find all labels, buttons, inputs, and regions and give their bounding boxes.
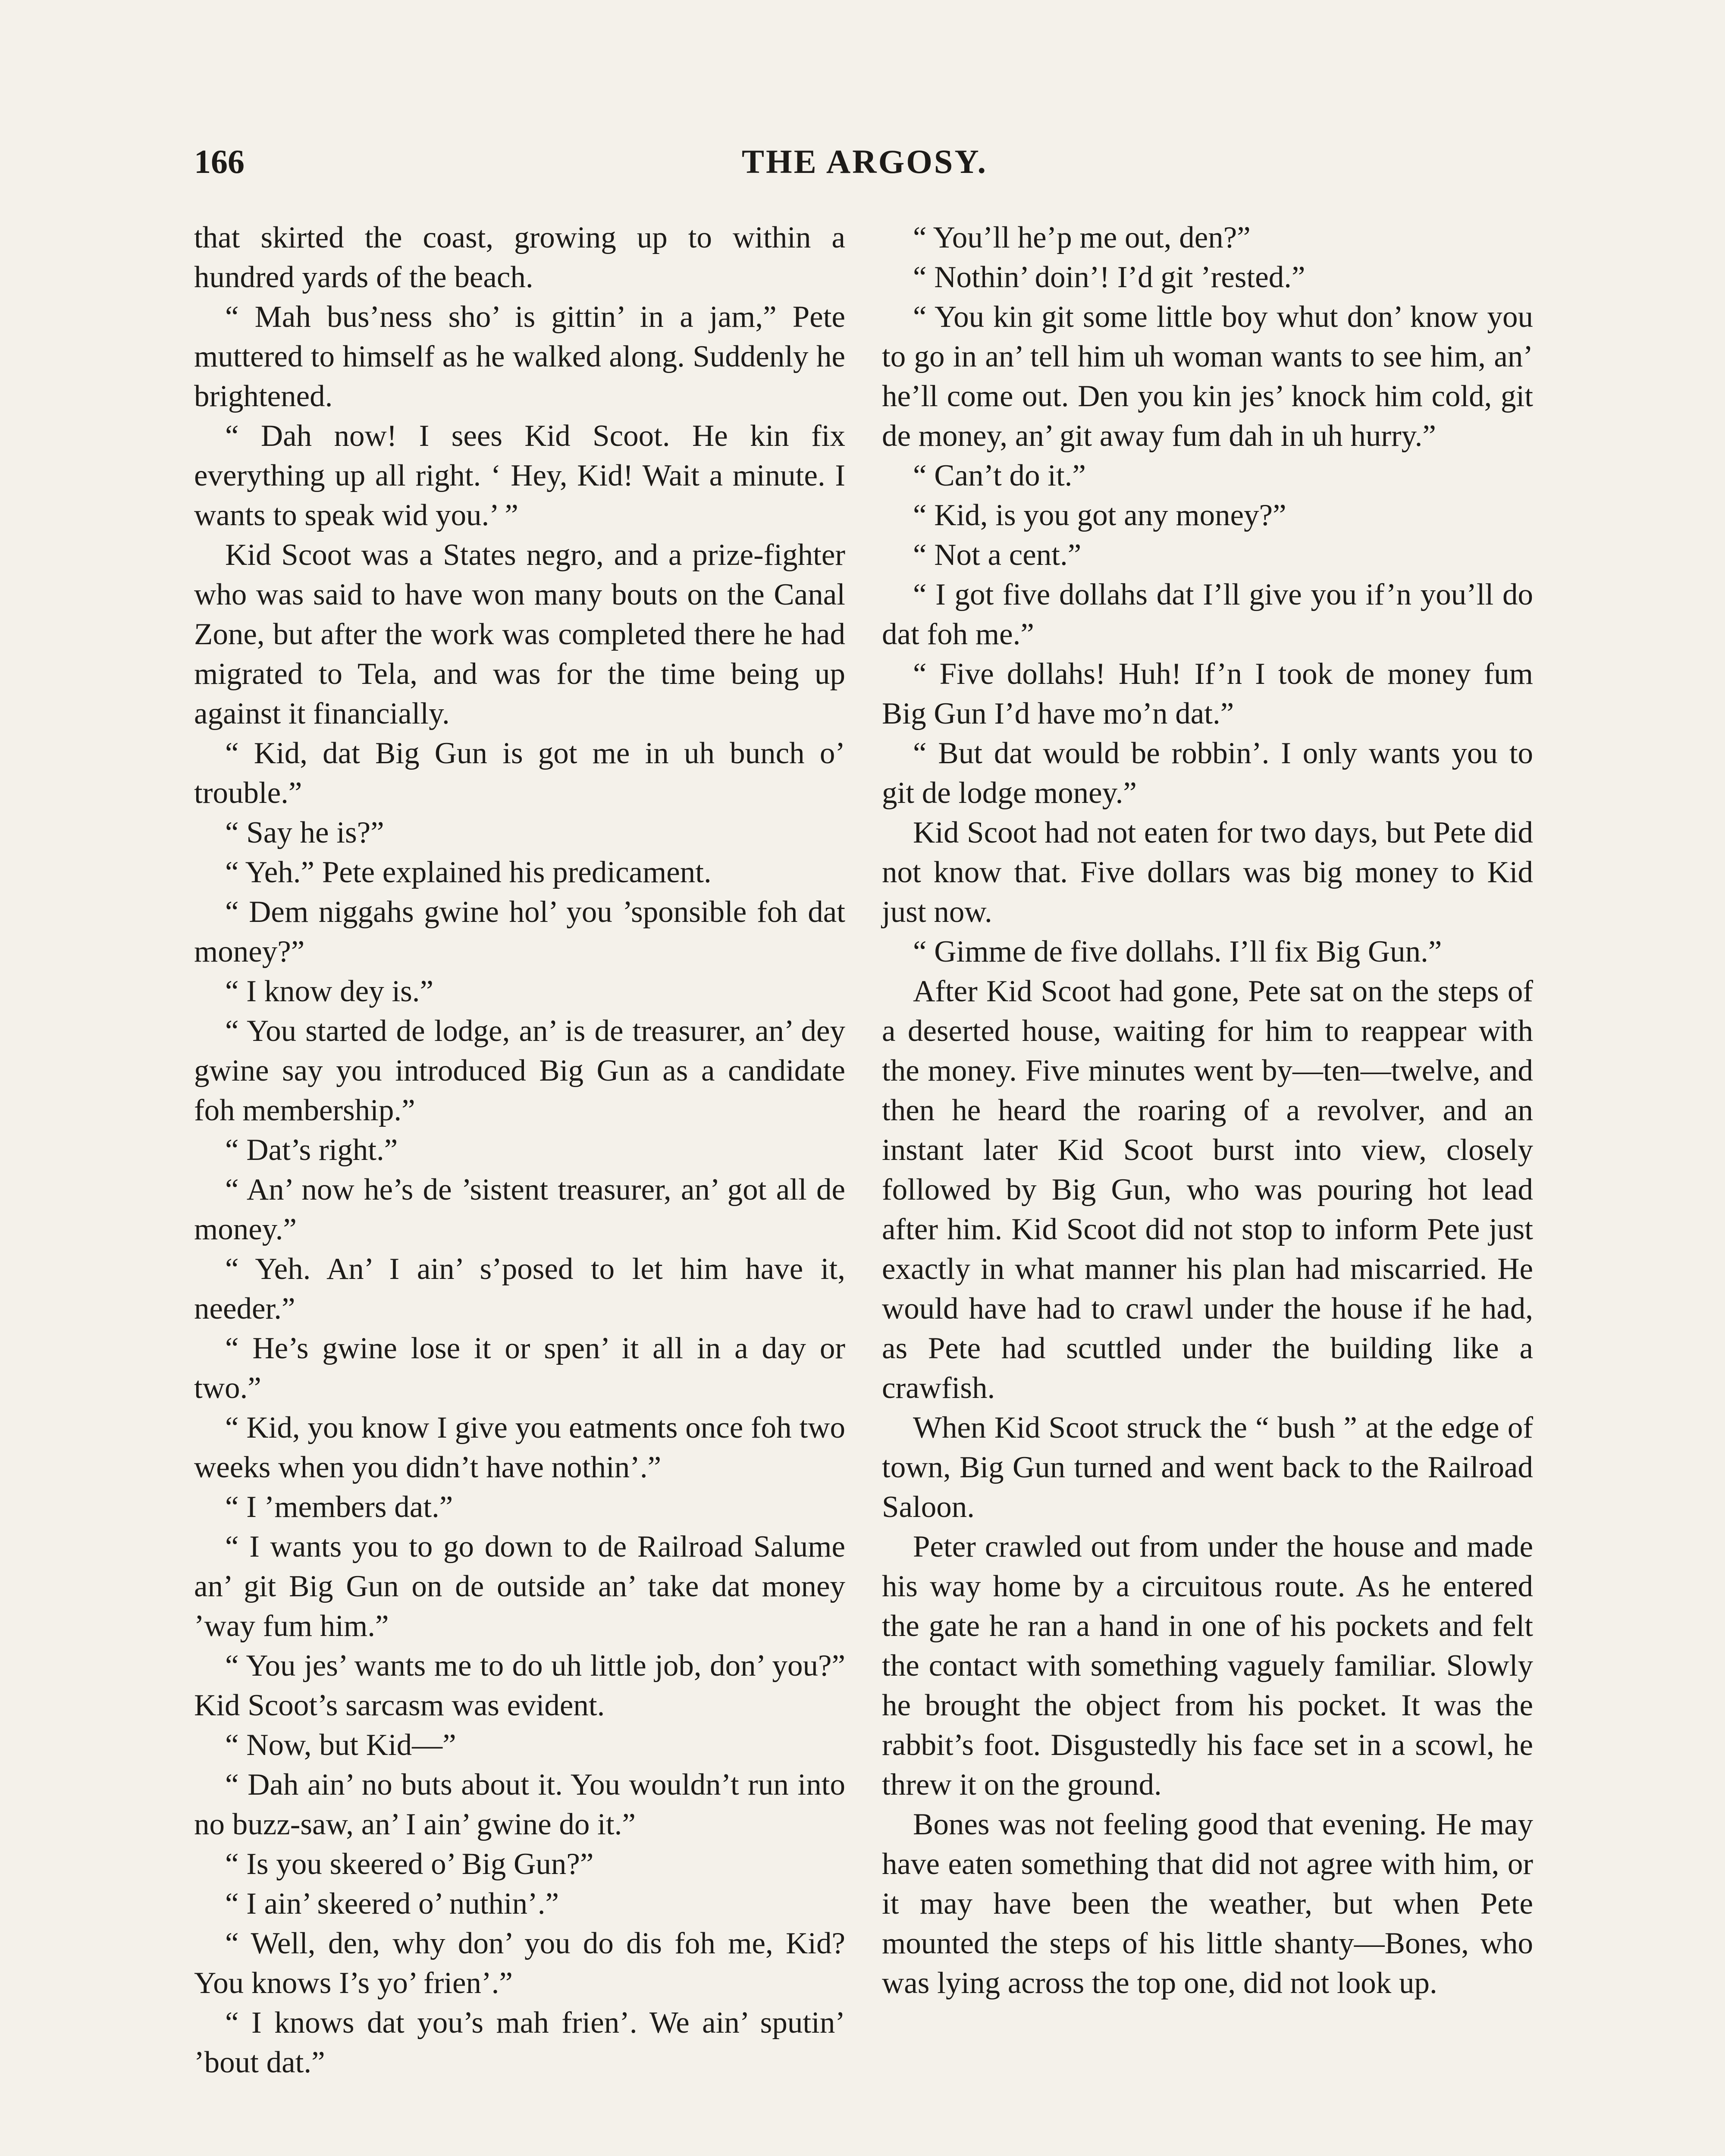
paragraph: “ You kin git some little boy whut don’ know you to go in an’ tell him uh woman wants to see him, an’ he’ll come out. Den you kin jes’ knock him cold, git de money, an’ git away fum dah in uh hurry.” <box>882 300 1533 453</box>
paragraph: “ Gimme de five dollahs. I’ll fix Big Gun.” <box>913 935 1442 968</box>
paragraph: “ Yeh. An’ I ain’ s’posed to let him have it, needer.” <box>194 1252 845 1326</box>
paragraph: “ Mah bus’ness sho’ is gittin’ in a jam,” Pete muttered to himself as he walked along. Suddenly he brightened. <box>194 300 845 413</box>
paragraph: “ Is you skeered o’ Big Gun?” <box>225 1847 594 1881</box>
paragraph: Bones was not feeling good that evening. He may have eaten something that did not agree with him, or it may have been the weather, but when Pete mounted the steps of his little shanty—Bones, who was lying across the top one, did not look up. <box>882 1808 1533 2000</box>
paragraph: Kid Scoot had not eaten for two days, but Pete did not know that. Five dollars was big money to Kid just now. <box>882 816 1533 929</box>
paragraph: “ Dah ain’ no buts about it. You wouldn’t run into no buzz-saw, an’ I ain’ gwine do it.” <box>194 1768 845 1841</box>
left-column <box>194 218 845 2082</box>
paragraph: “ I wants you to go down to de Railroad Salume an’ git Big Gun on de outside an’ take dat money ’way fum him.” <box>194 1530 845 1643</box>
paragraph: “ Kid, you know I give you eatments once foh two weeks when you didn’t have nothin’.” <box>194 1411 845 1484</box>
paragraph: “ Now, but Kid—” <box>225 1728 456 1762</box>
paragraph: After Kid Scoot had gone, Pete sat on the steps of a deserted house, waiting for him to reappear with the money. Five minutes went by—ten—twelve, and then he heard the roaring of a revolver, and an instant later Kid Scoot burst into view, closely followed by Big Gun, who was pouring hot lead after him. Kid Scoot did not stop to inform Pete just exactly in what manner his plan had miscarried. He would have had to crawl under the house if he had, as Pete had scuttled under the building like a crawfish. <box>882 975 1533 1405</box>
right-column <box>882 218 1533 2003</box>
paragraph: Kid Scoot was a States negro, and a prize-fighter who was said to have won many bouts on the Canal Zone, but after the work was completed there he had migrated to Tela, and was for the time being up against it financially. <box>194 538 845 730</box>
paragraph: “ You jes’ wants me to do uh little job, don’ you?” Kid Scoot’s sarcasm was evident. <box>194 1649 845 1722</box>
paragraph: “ Dah now! I sees Kid Scoot. He kin fix everything up all right. ‘ Hey, Kid! Wait a minute. I wants to speak wid you.’ ” <box>194 419 845 532</box>
paragraph: “ Kid, is you got any money?” <box>913 498 1286 532</box>
paragraph: “ Dem niggahs gwine hol’ you ’sponsible foh dat money?” <box>194 895 845 968</box>
running-head: THE ARGOSY. <box>742 143 988 180</box>
paragraph: “ Not a cent.” <box>913 538 1082 572</box>
paragraph: “ Kid, dat Big Gun is got me in uh bunch o’ trouble.” <box>194 736 845 810</box>
paragraph: “ Can’t do it.” <box>913 459 1086 492</box>
paragraph: “ Yeh.” Pete explained his predicament. <box>225 856 712 889</box>
paragraph: “ Say he is?” <box>225 816 384 849</box>
page-header <box>194 142 1535 194</box>
paragraph: “ Five dollahs! Huh! If’n I took de money fum Big Gun I’d have mo’n dat.” <box>882 657 1533 730</box>
paragraph: “ I got five dollahs dat I’ll give you if’n you’ll do dat foh me.” <box>882 578 1533 651</box>
paragraph: “ I knows dat you’s mah frien’. We ain’ sputin’ ’bout dat.” <box>194 2006 845 2079</box>
paragraph: “ But dat would be robbin’. I only wants you to git de lodge money.” <box>882 736 1533 810</box>
paragraph: “ Well, den, why don’ you do dis foh me, Kid? You knows I’s yo’ frien’.” <box>194 1927 845 2000</box>
paragraph: “ You’ll he’p me out, den?” <box>913 221 1251 254</box>
paragraph: “ You started de lodge, an’ is de treasurer, an’ dey gwine say you introduced Big Gun as a candidate foh membership.” <box>194 1014 845 1127</box>
paragraph: “ An’ now he’s de ’sistent treasurer, an’ got all de money.” <box>194 1173 845 1246</box>
paragraph: Peter crawled out from under the house and made his way home by a circuitous route. As he entered the gate he ran a hand in one of his pockets and felt the contact with something vaguely familiar. Slowly he brought the object from his pocket. It was the rabbit’s foot. Disgustedly his face set in a scowl, he threw it on the ground. <box>882 1530 1533 1802</box>
paragraph: “ I ’members dat.” <box>225 1490 453 1524</box>
paragraph: that skirted the coast, growing up to within a hundred yards of the beach. <box>194 221 845 294</box>
paragraph: “ He’s gwine lose it or spen’ it all in a day or two.” <box>194 1332 845 1405</box>
paragraph: “ Dat’s right.” <box>225 1133 398 1167</box>
page-number: 166 <box>194 143 245 180</box>
paragraph: “ Nothin’ doin’! I’d git ’rested.” <box>913 260 1305 294</box>
paragraph: “ I ain’ skeered o’ nuthin’.” <box>225 1887 559 1921</box>
paragraph: When Kid Scoot struck the “ bush ” at the edge of town, Big Gun turned and went back to the Railroad Saloon. <box>882 1411 1533 1524</box>
paragraph: “ I know dey is.” <box>225 975 434 1008</box>
